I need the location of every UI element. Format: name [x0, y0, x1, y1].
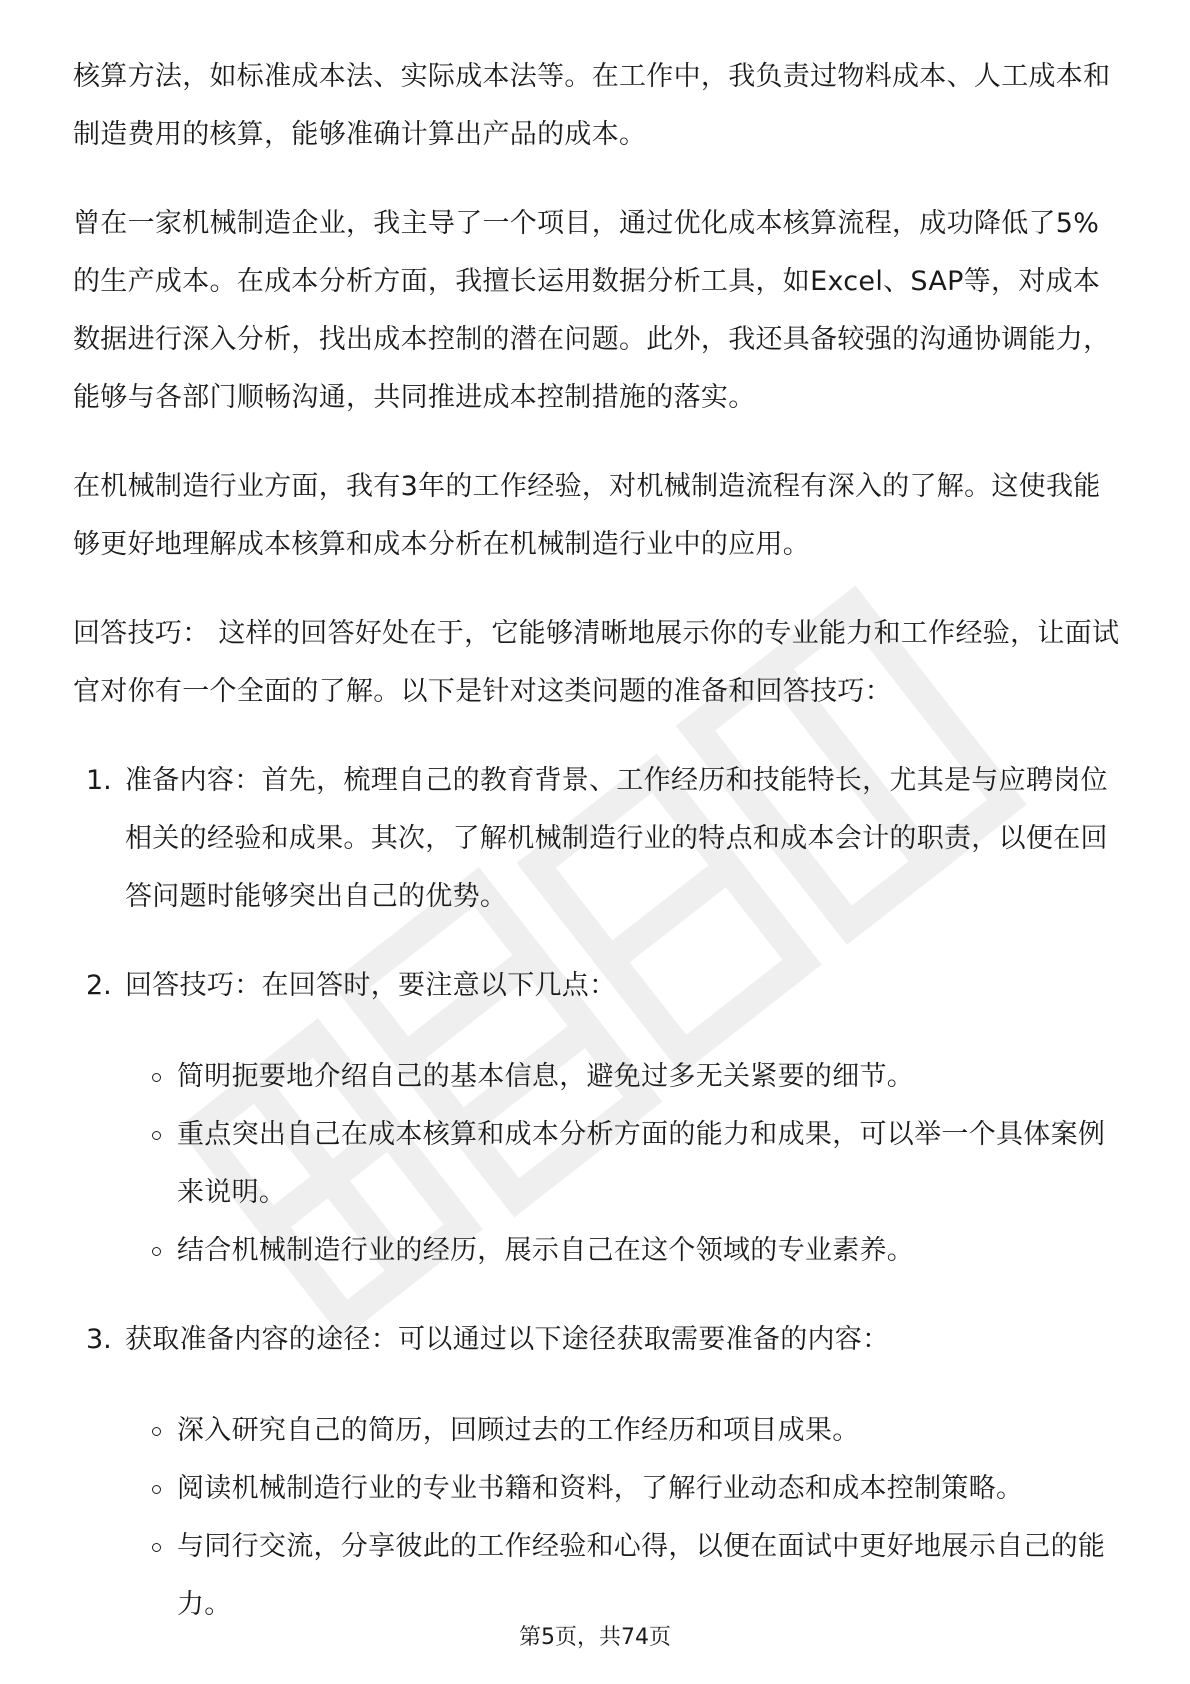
sub-list-item-text: 简明扼要地介绍自己的基本信息，避免过多无关紧要的细节。 — [177, 1061, 915, 1092]
sub-list-item — [125, 1460, 1123, 1518]
list-item-text: 准备内容：首先，梳理自己的教育背景、工作经历和技能特长，尤其是与应聘岗位相关的经验和成果。其次，了解机械制造行业的特点和成本会计的职责，以便在回答问题时能够突出自己的优势。 — [125, 765, 1108, 912]
sub-list — [125, 1048, 1123, 1280]
page-number-footer: 第5页，共74页 — [519, 1625, 671, 1650]
tips-list — [73, 752, 1123, 1634]
list-item-number: 1. — [86, 765, 112, 796]
sub-list-item — [125, 1106, 1123, 1222]
sub-list-item-text: 结合机械制造行业的经历，展示自己在这个领域的专业素养。 — [177, 1235, 915, 1266]
hollow-bullet-icon — [152, 1247, 161, 1256]
hollow-bullet-icon — [152, 1427, 161, 1436]
sub-list-item-text: 与同行交流，分享彼此的工作经验和心得，以便在面试中更好地展示自己的能力。 — [177, 1531, 1106, 1620]
sub-list-item — [125, 1048, 1123, 1106]
paragraph-cost-methods: 核算方法，如标准成本法、实际成本法等。在工作中，我负责过物料成本、人工成本和制造费用的核算，能够准确计算出产品的成本。 — [73, 61, 1111, 150]
paragraph-industry-experience: 在机械制造行业方面，我有3年的工作经验，对机械制造流程有深入的了解。这使我能够更好地理解成本核算和成本分析在机械制造行业中的应用。 — [73, 471, 1101, 560]
paragraph-answer-tips: 回答技巧： 这样的回答好处在于，它能够清晰地展示你的专业能力和工作经验，让面试官对你有一个全面的了解。以下是针对这类问题的准备和回答技巧： — [73, 618, 1120, 707]
sub-list-item-text: 阅读机械制造行业的专业书籍和资料，了解行业动态和成本控制策略。 — [177, 1473, 1024, 1504]
document-body — [73, 48, 1123, 1665]
hollow-bullet-icon — [152, 1073, 161, 1082]
list-item-number: 2. — [86, 970, 112, 1001]
hollow-bullet-icon — [152, 1131, 161, 1140]
hollow-bullet-icon — [152, 1485, 161, 1494]
list-item-text: 获取准备内容的途径：可以通过以下途径获取需要准备的内容： — [125, 1324, 890, 1355]
paragraph-project-experience: 曾在一家机械制造企业，我主导了一个项目，通过优化成本核算流程，成功降低了5%的生产成本。在成本分析方面，我擅长运用数据分析工具，如Excel、SAP等，对成本数据进行深入分析，找出成本控制的潜在问题。此外，我还具备较强的沟通协调能力，能够与各部门顺畅沟通，共同推进成本控制措施的落实。 — [73, 208, 1111, 413]
list-item — [73, 1311, 1123, 1634]
sub-list-item — [125, 1222, 1123, 1280]
list-item — [73, 752, 1123, 926]
hollow-bullet-icon — [152, 1543, 161, 1552]
sub-list — [125, 1402, 1123, 1634]
list-item — [73, 957, 1123, 1280]
list-item-number: 3. — [86, 1324, 112, 1355]
sub-list-item-text: 重点突出自己在成本核算和成本分析方面的能力和成果，可以举一个具体案例来说明。 — [177, 1119, 1106, 1208]
sub-list-item — [125, 1518, 1123, 1634]
sub-list-item — [125, 1402, 1123, 1460]
sub-list-item-text: 深入研究自己的简历，回顾过去的工作经历和项目成果。 — [177, 1415, 860, 1446]
list-item-text: 回答技巧：在回答时，要注意以下几点： — [125, 970, 617, 1001]
